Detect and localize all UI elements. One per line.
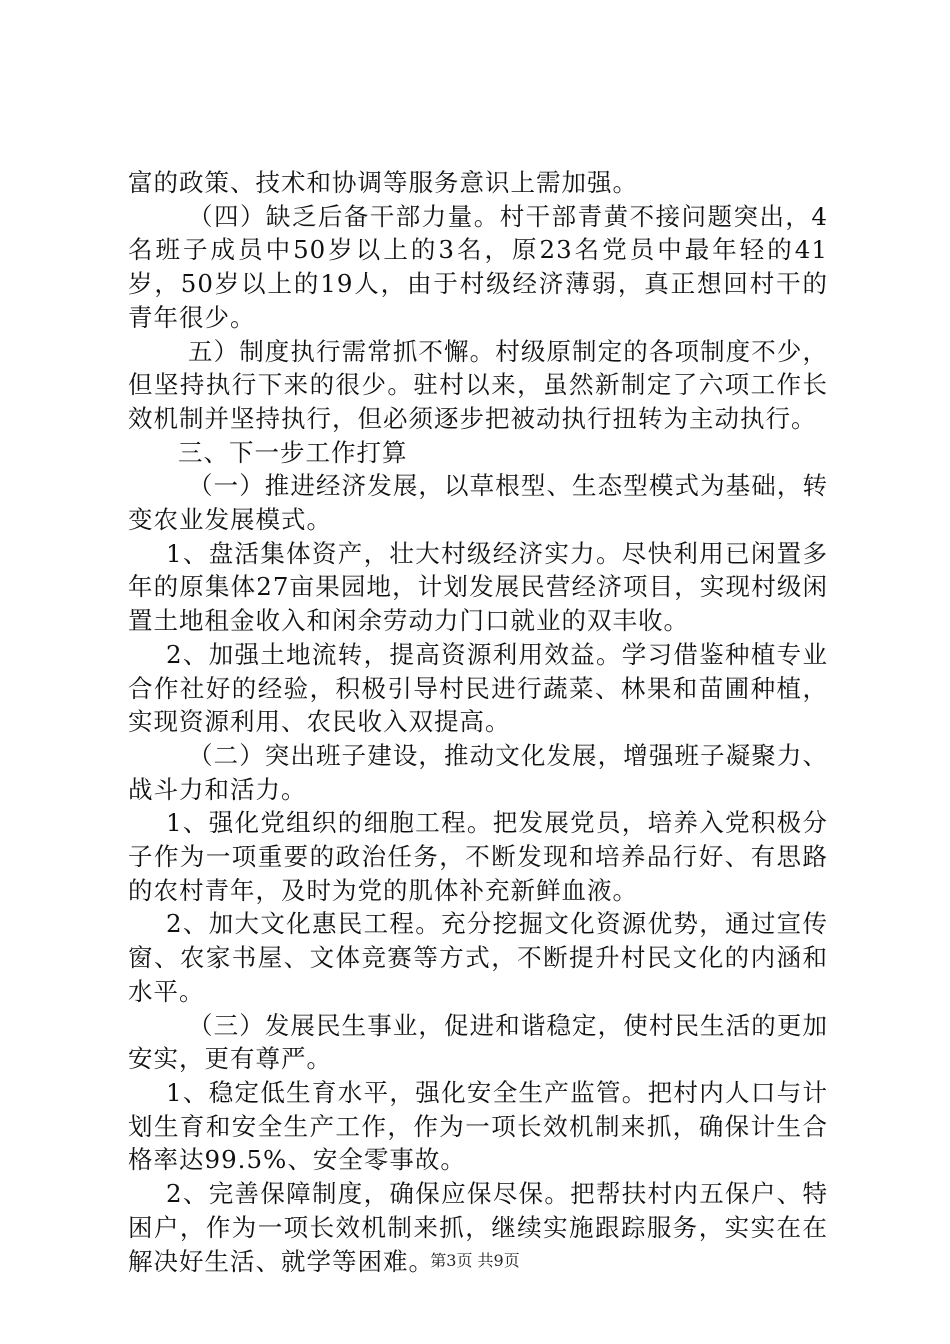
section-heading: 三、下一步工作打算	[178, 437, 408, 467]
document-body	[128, 166, 828, 1278]
paragraph: 2、加大文化惠民工程。充分挖掘文化资源优势，通过宣传窗、农家书屋、文体竞赛等方式，不断提升村民文化的内涵和水平。	[128, 909, 828, 1006]
subsection-heading: （一）推进经济发展，以草根型、生态型模式为基础，转变农业发展模式。	[128, 471, 828, 535]
page-number: 第3页 共9页	[430, 1251, 520, 1270]
paragraph: 五）制度执行需常抓不懈。村级原制定的各项制度不少，但坚持执行下来的很少。驻村以来，虽然新制定了六项工作长效机制并坚持执行，但必须逐步把被动执行扭转为主动执行。	[128, 336, 828, 433]
subsection-heading: （二）突出班子建设，推动文化发展，增强班子凝聚力、战斗力和活力。	[128, 740, 828, 804]
paragraph: 1、强化党组织的细胞工程。把发展党员，培养入党积极分子作为一项重要的政治任务，不断发现和培养品行好、有思路的农村青年，及时为党的肌体补充新鲜血液。	[128, 808, 828, 905]
paragraph: 2、完善保障制度，确保应保尽保。把帮扶村内五保户、特困户，作为一项长效机制来抓，继续实施跟踪服务，实实在在解决好生活、就学等困难。	[128, 1179, 828, 1276]
paragraph: 富的政策、技术和协调等服务意识上需加强。	[128, 168, 638, 197]
subsection-heading: （三）发展民生事业，促进和谐稳定，使村民生活的更加安实，更有尊严。	[128, 1010, 828, 1074]
paragraph: （四）缺乏后备干部力量。村干部青黄不接问题突出，4名班子成员中50岁以上的3名，原23名党员中最年轻的41岁，50岁以上的19人，由于村级经济薄弱，真正想回村干的青年很少。	[128, 201, 828, 332]
paragraph: 1、盘活集体资产，壮大村级经济实力。尽快利用已闲置多年的原集体27亩果园地，计划发展民营经济项目，实现村级闲置土地租金收入和闲余劳动力门口就业的双丰收。	[128, 538, 828, 636]
paragraph: 2、加强土地流转，提高资源利用效益。学习借鉴种植专业合作社好的经验，积极引导村民进行蔬菜、林果和苗圃种植，实现资源利用、农民收入双提高。	[128, 639, 828, 737]
paragraph: 1、稳定低生育水平，强化安全生产监管。把村内人口与计划生育和安全生产工作，作为一项长效机制来抓，确保计生合格率达99.5%、安全零事故。	[128, 1077, 828, 1175]
